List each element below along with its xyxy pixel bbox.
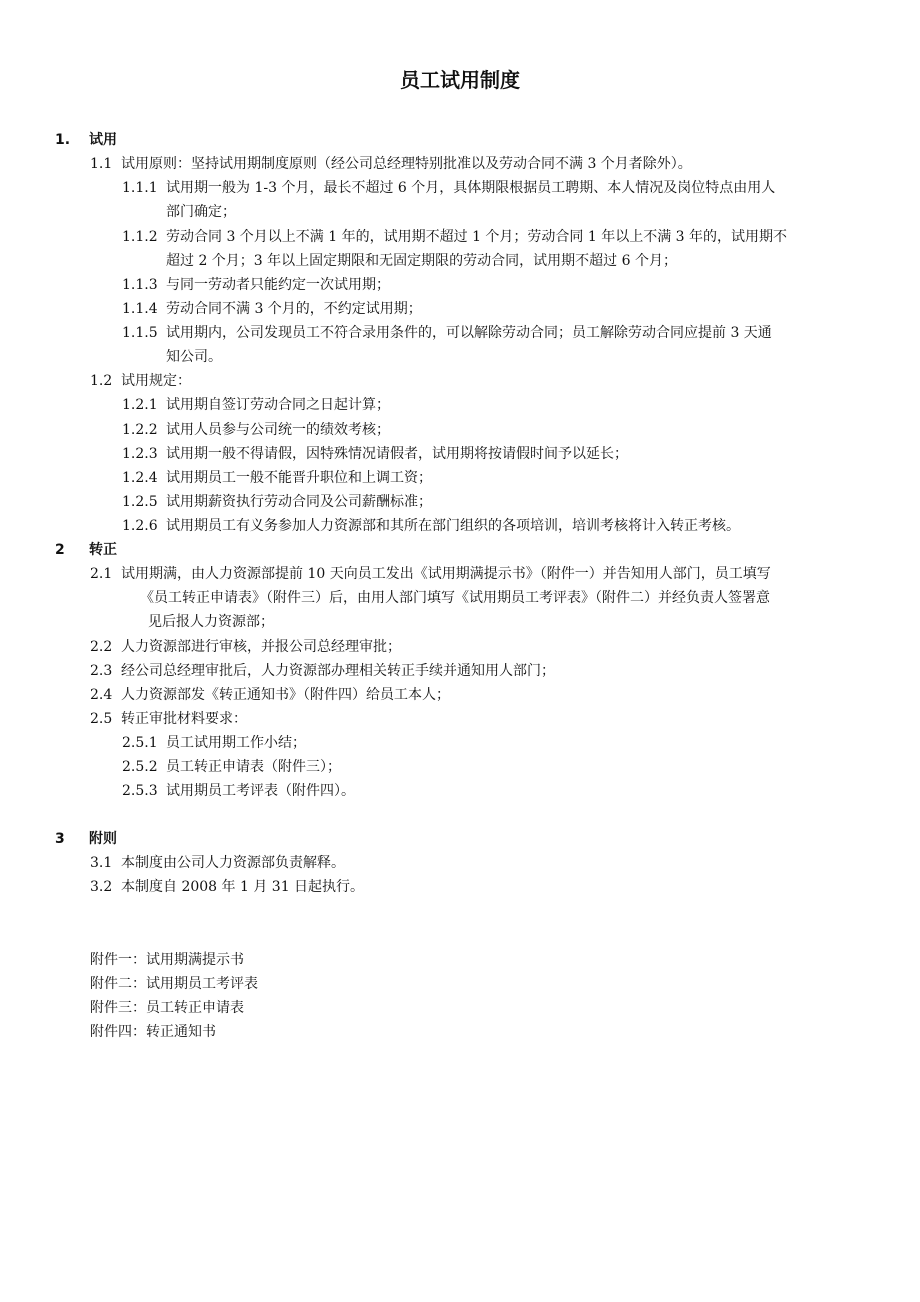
clause-number: 1.2.1 bbox=[122, 397, 158, 413]
clause-text: 劳动合同不满 3 个月的，不约定试用期； bbox=[166, 301, 422, 317]
clause-text: 试用期员工有义务参加人力资源部和其所在部门组织的各项培训，培训考核将计入转正考核。 bbox=[166, 518, 740, 534]
clause-number: 1.1 bbox=[90, 156, 113, 172]
document-title: 员工试用制度 bbox=[400, 68, 520, 92]
attachment-item: 附件一：试用期满提示书 bbox=[90, 952, 244, 968]
clause-text: 员工转正申请表（附件三）； bbox=[166, 759, 341, 775]
clause-text: 试用期薪资执行劳动合同及公司薪酬标准； bbox=[166, 494, 432, 510]
clause-text: 本制度自 2008 年 1 月 31 日起执行。 bbox=[121, 879, 365, 895]
clause-number: 2.2 bbox=[90, 639, 113, 655]
clause-number: 3.1 bbox=[90, 855, 113, 871]
section-title: 转正 bbox=[89, 542, 117, 558]
clause-text: 试用原则：坚持试用期制度原则（经公司总经理特别批准以及劳动合同不满 3 个月者除外）。 bbox=[121, 156, 692, 172]
clause-number: 1.1.1 bbox=[122, 180, 158, 196]
section-number: 2 bbox=[55, 542, 65, 558]
clause-number: 2.4 bbox=[90, 687, 113, 703]
clause-text-line: 劳动合同 3 个月以上不满 1 年的，试用期不超过 1 个月；劳动合同 1 年以上不满 3 年的，试用期不 bbox=[166, 229, 788, 245]
section-title: 附则 bbox=[89, 831, 117, 847]
attachment-item: 附件三：员工转正申请表 bbox=[90, 1000, 244, 1016]
clause-number: 3.2 bbox=[90, 879, 113, 895]
clause-text: 人力资源部进行审核，并报公司总经理审批； bbox=[121, 639, 401, 655]
clause-text: 本制度由公司人力资源部负责解释。 bbox=[121, 855, 345, 871]
attachment-item: 附件四：转正通知书 bbox=[90, 1024, 216, 1040]
clause-text-line: 超过 2 个月；3 年以上固定期限和无固定期限的劳动合同，试用期不超过 6 个月； bbox=[166, 253, 677, 269]
clause-text: 试用期员工一般不能晋升职位和上调工资； bbox=[166, 470, 432, 486]
clause-number: 1.1.5 bbox=[122, 325, 158, 341]
clause-text: 试用规定： bbox=[121, 373, 191, 389]
clause-text-line: 试用期满，由人力资源部提前 10 天向员工发出《试用期满提示书》（附件一）并告知用人部门，员工填写 bbox=[121, 566, 771, 582]
section-number: 3 bbox=[55, 831, 65, 847]
clause-number: 1.1.3 bbox=[122, 277, 158, 293]
section-title: 试用 bbox=[89, 132, 117, 148]
clause-text-line: 见后报人力资源部； bbox=[148, 614, 274, 630]
clause-text: 人力资源部发《转正通知书》（附件四）给员工本人； bbox=[121, 687, 450, 703]
clause-text-line: 试用期一般为 1-3 个月，最长不超过 6 个月，具体期限根据员工聘期、本人情况及岗位特点由用人 bbox=[166, 180, 776, 196]
clause-text-line: 知公司。 bbox=[166, 349, 222, 365]
clause-number: 1.1.2 bbox=[122, 229, 158, 245]
clause-number: 1.1.4 bbox=[122, 301, 158, 317]
clause-text: 试用期员工考评表（附件四）。 bbox=[166, 783, 355, 799]
clause-number: 1.2.2 bbox=[122, 422, 158, 438]
attachment-item: 附件二：试用期员工考评表 bbox=[90, 976, 258, 992]
clause-text: 转正审批材料要求： bbox=[121, 711, 247, 727]
clause-text: 试用人员参与公司统一的绩效考核； bbox=[166, 422, 390, 438]
clause-number: 1.2.3 bbox=[122, 446, 158, 462]
clause-number: 1.2.5 bbox=[122, 494, 158, 510]
clause-number: 2.5.3 bbox=[122, 783, 158, 799]
clause-text: 经公司总经理审批后，人力资源部办理相关转正手续并通知用人部门； bbox=[121, 663, 555, 679]
clause-number: 2.5 bbox=[90, 711, 113, 727]
clause-text-line: 试用期内，公司发现员工不符合录用条件的，可以解除劳动合同；员工解除劳动合同应提前 3 天通 bbox=[166, 325, 772, 341]
clause-number: 1.2 bbox=[90, 373, 113, 389]
clause-text: 与同一劳动者只能约定一次试用期； bbox=[166, 277, 390, 293]
clause-text-line: 《员工转正申请表》（附件三）后，由用人部门填写《试用期员工考评表》（附件二）并经负责人签署意 bbox=[140, 590, 770, 606]
clause-text: 试用期一般不得请假，因特殊情况请假者，试用期将按请假时间予以延长； bbox=[166, 446, 628, 462]
clause-text: 员工试用期工作小结； bbox=[166, 735, 306, 751]
clause-text-line: 部门确定； bbox=[166, 204, 236, 220]
clause-number: 1.2.6 bbox=[122, 518, 158, 534]
clause-text: 试用期自签订劳动合同之日起计算； bbox=[166, 397, 390, 413]
clause-number: 2.3 bbox=[90, 663, 113, 679]
clause-number: 2.1 bbox=[90, 566, 113, 582]
section-number: 1. bbox=[55, 132, 71, 148]
clause-number: 1.2.4 bbox=[122, 470, 158, 486]
clause-number: 2.5.2 bbox=[122, 759, 158, 775]
clause-number: 2.5.1 bbox=[122, 735, 158, 751]
